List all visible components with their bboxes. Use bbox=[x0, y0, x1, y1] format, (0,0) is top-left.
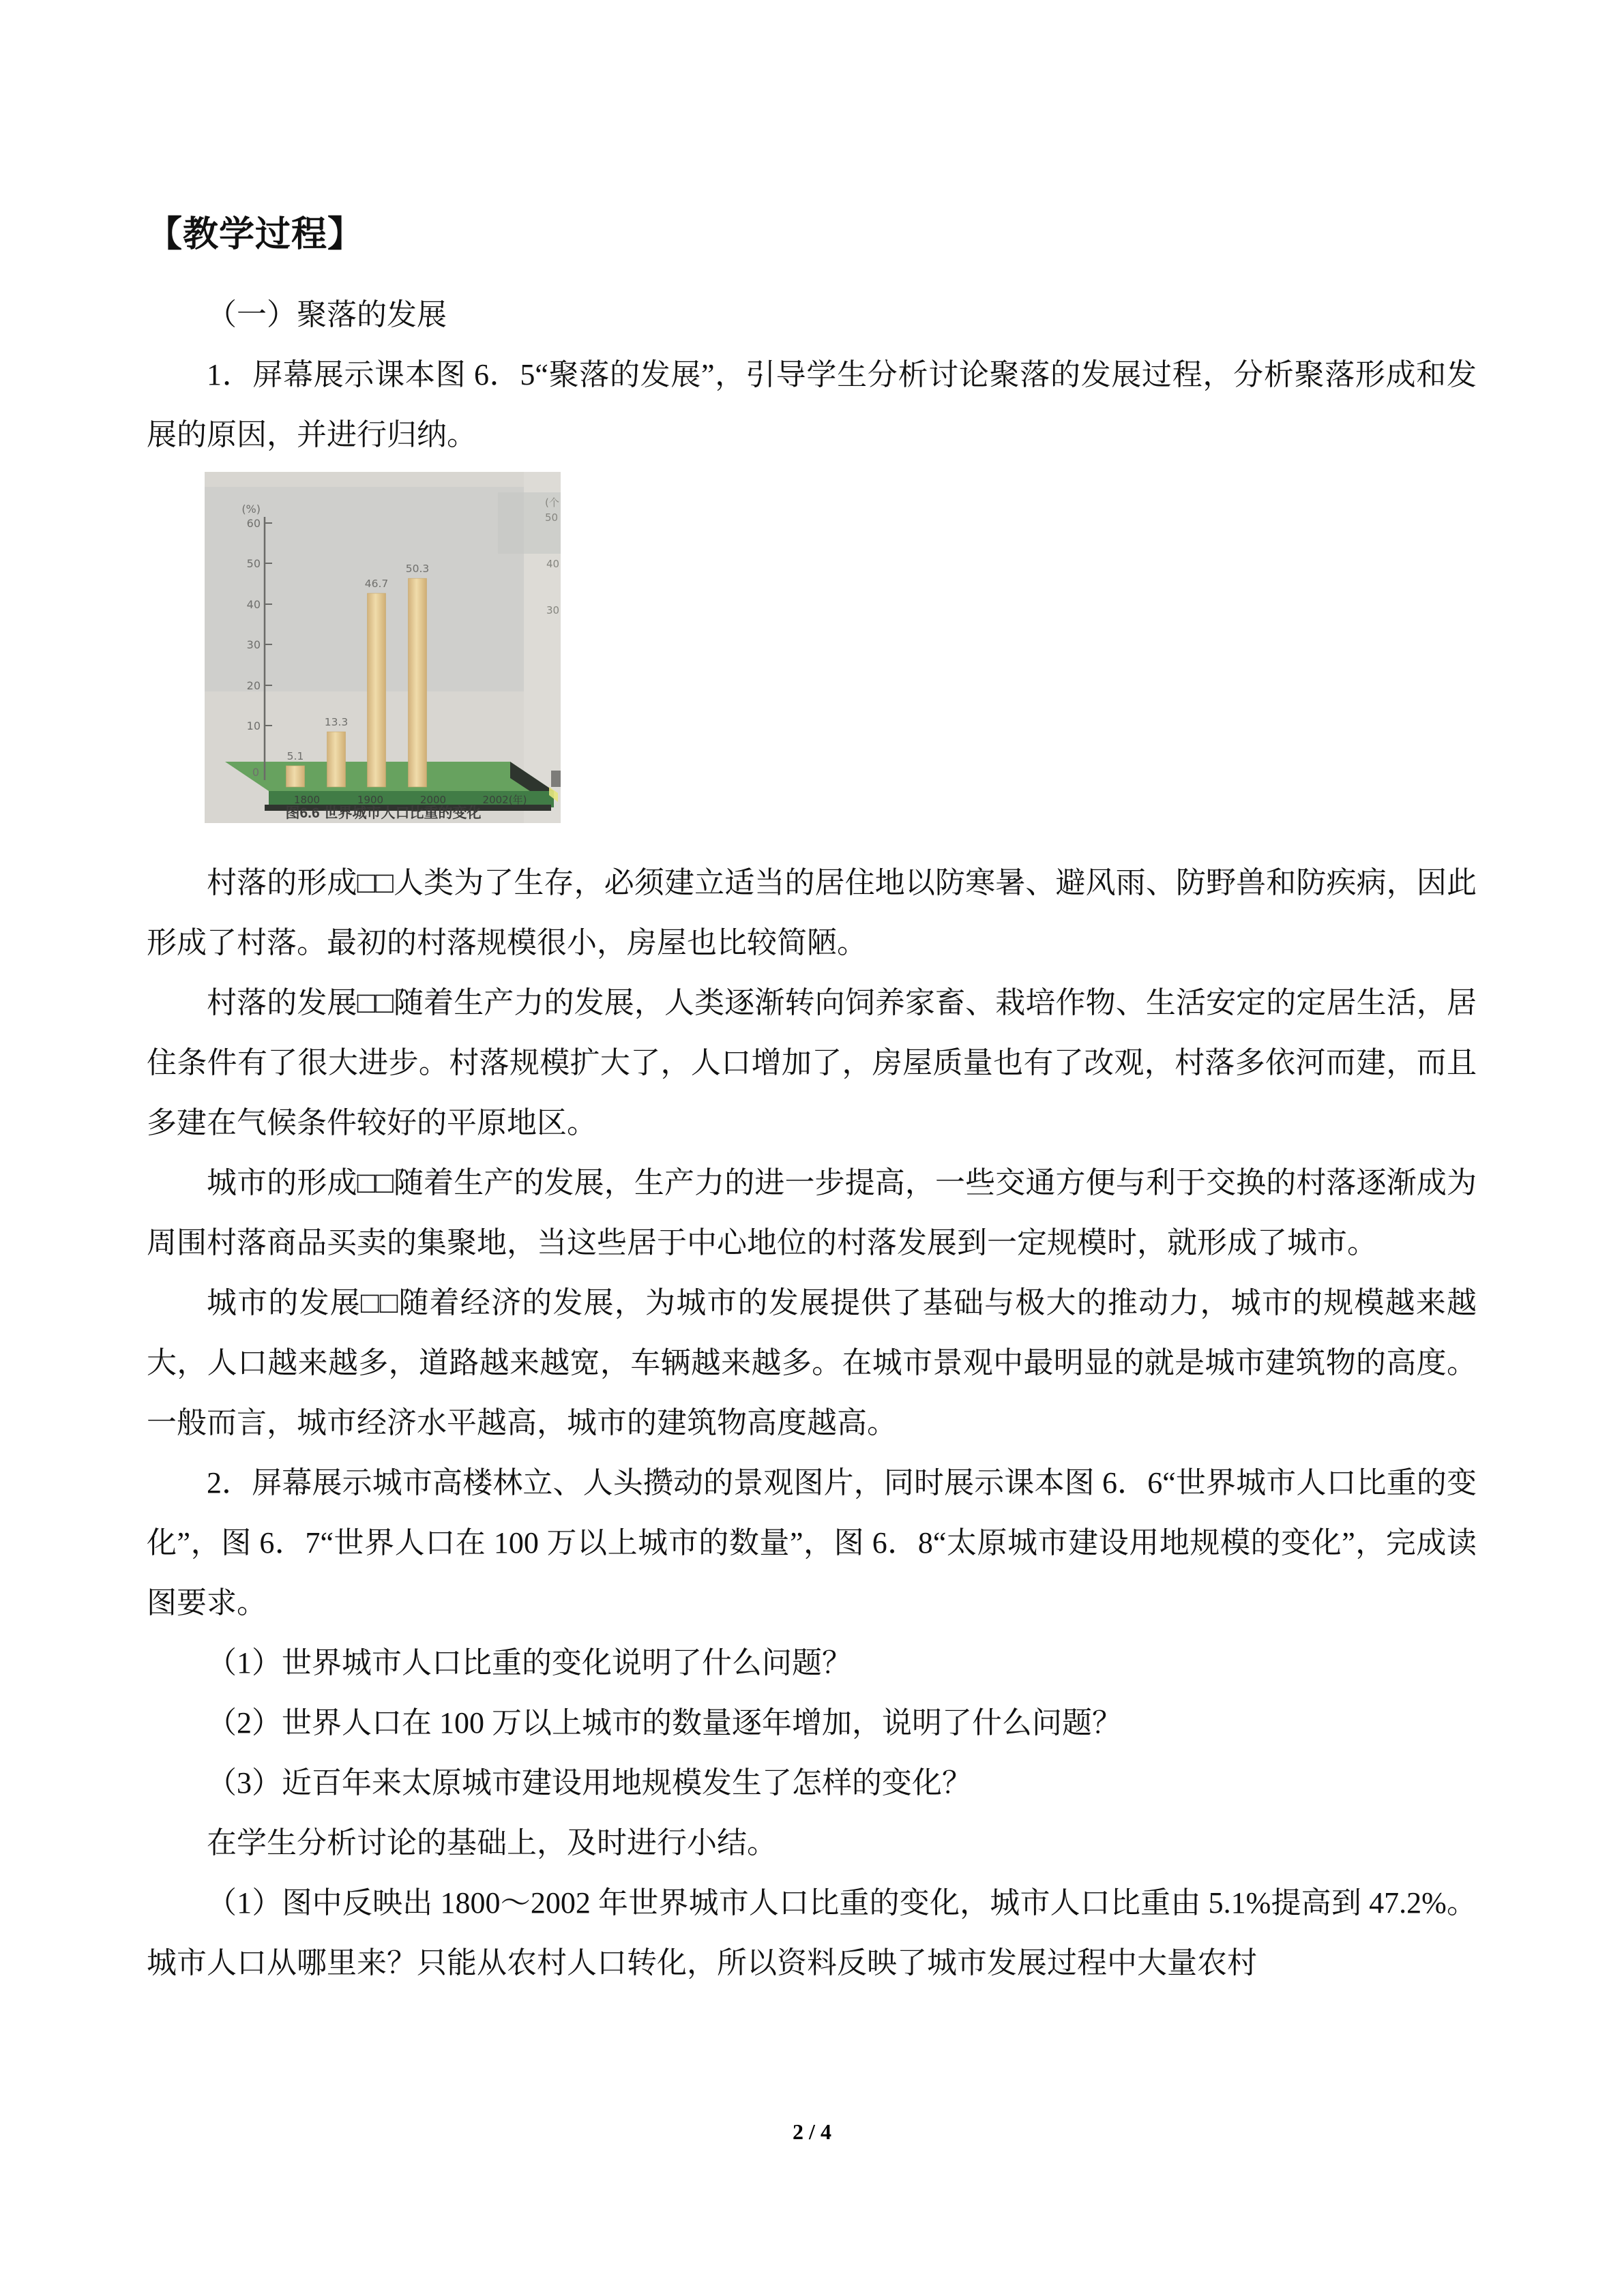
paragraph-city-formation: 城市的形成□□随着生产的发展，生产力的进一步提高，一些交通方便与利于交换的村落逐渐成为周围村落商品买卖的集聚地，当这些居于中心地位的村落发展到一定规模时，就形成了城市。 bbox=[147, 1166, 1477, 1259]
question-1: （1）世界城市人口比重的变化说明了什么问题？ bbox=[207, 1646, 852, 1680]
paragraph-summary-note: 在学生分析讨论的基础上，及时进行小结。 bbox=[207, 1826, 777, 1860]
chart-bar-1800 bbox=[286, 766, 305, 787]
side-label-50: 50 bbox=[545, 511, 559, 524]
question-2: （2）世界人口在 100 万以上城市的数量逐年增加，说明了什么问题？ bbox=[207, 1706, 1122, 1740]
x-label-2002: 2002(年) bbox=[482, 794, 527, 806]
platform-top-face bbox=[225, 762, 554, 791]
side-label-unit: (个 bbox=[545, 496, 559, 509]
chart-bar-2002(年) bbox=[409, 578, 427, 787]
paragraph-village-formation: 村落的形成□□人类为了生存，必须建立适当的居住地以防寒暑、避风雨、防野兽和防疾病，因此形成了村落。最初的村落规模很小，房屋也比较简陋。 bbox=[147, 866, 1477, 959]
bar-value-label: 50.3 bbox=[405, 563, 430, 576]
y-axis-unit: (%) bbox=[241, 503, 261, 516]
paragraph-answer-1: （1）图中反映出 1800～2002 年世界城市人口比重的变化，城市人口比重由 5.1%提高到 47.2%。城市人口从哪里来？只能从农村人口转化，所以资料反映了城市发展过程中大量农村 bbox=[147, 1886, 1477, 1980]
paragraph-city-development: 城市的发展□□随着经济的发展，为城市的发展提供了基础与极大的推动力，城市的规模越来越大，人口越来越多，道路越来越宽，车辆越来越多。在城市景观中最明显的就是城市建筑物的高度。一般而言，城市经济水平越高，城市的建筑物高度越高。 bbox=[147, 1286, 1477, 1440]
figure-caption: 图6.6 世界城市人口比重的变化 bbox=[285, 805, 482, 821]
page-number: 2 / 4 bbox=[793, 2119, 831, 2144]
paragraph-screen-show-6-5: 1．屏幕展示课本图 6．5“聚落的发展”，引导学生分析讨论聚落的发展过程，分析聚落形成和发展的原因，并进行归纳。 bbox=[147, 358, 1477, 451]
y-tick-label-10: 10 bbox=[246, 719, 261, 732]
x-label-2000: 2000 bbox=[419, 794, 447, 806]
chart-bar-1900 bbox=[327, 732, 346, 787]
bar-chart-figure bbox=[205, 472, 561, 823]
y-tick-label-40: 40 bbox=[246, 598, 261, 611]
bar-value-label: 5.1 bbox=[286, 749, 304, 762]
bar-value-label: 46.7 bbox=[364, 578, 389, 591]
chart-bar-2000 bbox=[368, 593, 386, 787]
document-content bbox=[147, 213, 1477, 1993]
side-label-40: 40 bbox=[546, 558, 560, 570]
y-tick-label-20: 20 bbox=[246, 679, 261, 692]
paragraph-village-development: 村落的发展□□随着生产力的发展，人类逐渐转向饲养家畜、栽培作物、生活安定的定居生活，居住条件有了很大进步。村落规模扩大了，人口增加了，房屋质量也有了改观，村落多依河而建，而且多建在气候条件较好的平原地区。 bbox=[147, 986, 1477, 1139]
paragraph-screen-show-6-6: 2．屏幕展示城市高楼林立、人头攒动的景观图片，同时展示课本图 6．6“世界城市人口比重的变化”，图 6．7“世界人口在 100 万以上城市的数量”，图 6．8“太原城市建设用地规模的变化”，完成读图要求。 bbox=[147, 1466, 1477, 1620]
y-tick-label-60: 60 bbox=[246, 517, 261, 530]
y-tick-label-30: 30 bbox=[246, 638, 261, 651]
figure-6-6-photo bbox=[205, 472, 561, 823]
side-label-30: 30 bbox=[546, 604, 560, 616]
y-zero-label: 0 bbox=[252, 766, 259, 779]
question-3: （3）近百年来太原城市建设用地规模发生了怎样的变化？ bbox=[207, 1766, 972, 1800]
y-tick-label-50: 50 bbox=[246, 557, 261, 570]
x-label-1800: 1800 bbox=[293, 794, 321, 806]
section-heading: （一）聚落的发展 bbox=[207, 298, 447, 331]
side-partial-mark bbox=[551, 771, 561, 787]
page-title: 【教学过程】 bbox=[147, 215, 364, 254]
x-label-1900: 1900 bbox=[357, 794, 384, 806]
bar-value-label: 13.3 bbox=[324, 716, 349, 729]
